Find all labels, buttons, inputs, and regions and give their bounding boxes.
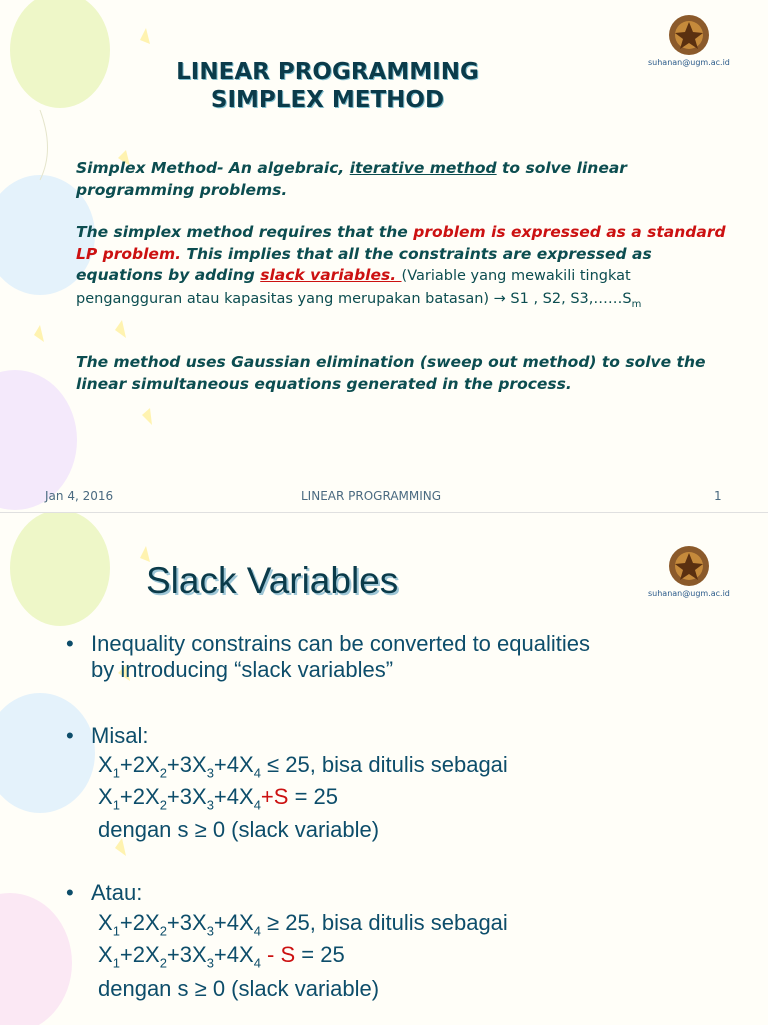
subscript: 4 (253, 923, 261, 939)
email-address: suhanan@ugm.ac.id (648, 589, 730, 598)
slide-title (130, 58, 525, 114)
term: +3X (166, 784, 207, 809)
footer-page-number: 1 (714, 489, 722, 503)
slack-condition: dengan s ≥ 0 (slack variable) (98, 976, 380, 1001)
bullet-text-line-2: by introducing “slack variables” (91, 657, 394, 682)
term: ≤ 25, bisa ditulis sebagai (260, 752, 508, 777)
slack-term: - S (260, 942, 296, 967)
equation-ge (98, 910, 508, 938)
term: X (98, 942, 113, 967)
term: = 25 (288, 784, 338, 809)
subscript: 2 (159, 955, 167, 971)
subscript: 1 (112, 765, 120, 781)
slide-title: Slack Variables (146, 560, 399, 601)
term: X (98, 784, 113, 809)
bullet-dot: • (66, 880, 74, 905)
subscript: 4 (253, 765, 261, 781)
slack-condition: dengan s ≥ 0 (slack variable) (98, 817, 380, 842)
subscript: 2 (159, 923, 167, 939)
subscript: 2 (159, 797, 167, 813)
subscript: 3 (206, 765, 214, 781)
subscript: 1 (112, 923, 120, 939)
paragraph-standard-form (76, 222, 736, 315)
subscript: 3 (206, 955, 214, 971)
email-address: suhanan@ugm.ac.id (648, 58, 730, 67)
footer-title: LINEAR PROGRAMMING (301, 489, 442, 503)
term: +2X (119, 910, 160, 935)
subscript: 4 (253, 955, 261, 971)
term: X (98, 752, 113, 777)
p2-subscript-m: m (631, 298, 642, 310)
p1-text-end: to solve linear programming problems. (76, 159, 627, 199)
term: +4X (213, 784, 254, 809)
term: +2X (119, 752, 160, 777)
equation-le (98, 752, 508, 780)
term: +3X (166, 752, 207, 777)
university-crest-icon (668, 14, 710, 56)
footer-date: Jan 4, 2016 (45, 489, 114, 503)
title-line-1: LINEAR PROGRAMMING (176, 59, 479, 85)
slack-term: +S (260, 784, 289, 809)
term: +2X (119, 784, 160, 809)
p2-text: The simplex method requires that the (76, 223, 414, 241)
p1-iterative-method: iterative method (349, 159, 497, 177)
subscript: 2 (159, 765, 167, 781)
term: +4X (213, 910, 254, 935)
term: +2X (119, 942, 160, 967)
title-line-2: SIMPLEX METHOD (210, 87, 445, 113)
term: +4X (213, 942, 254, 967)
subscript: 1 (112, 955, 120, 971)
p2-text-mid: This implies that all the constraints are expressed as equations by adding (76, 244, 652, 284)
equation-plus-slack (98, 784, 338, 812)
bullet-text: Misal: (91, 723, 149, 748)
term: = 25 (295, 942, 345, 967)
term: +3X (166, 942, 207, 967)
slide-1 (0, 0, 768, 512)
bullet-dot: • (66, 631, 74, 656)
subscript: 1 (112, 797, 120, 813)
bullet-text-line-1: Inequality constrains can be converted to equalities (91, 631, 590, 656)
paragraph-definition (76, 158, 736, 201)
term: ≥ 25, bisa ditulis sebagai (260, 910, 508, 935)
subscript: 3 (206, 797, 214, 813)
p2-note: (Variable yang mewakili tingkat pengangguran atau kapasitas yang merupakan batasan) → S1 , S2, S3,……S (76, 268, 632, 307)
term: +4X (213, 752, 254, 777)
bullet-text: Atau: (91, 880, 143, 905)
p1-text: Simplex Method- An algebraic, (76, 159, 350, 177)
paragraph-gaussian: The method uses Gaussian elimination (sweep out method) to solve the linear simultaneous equations generated in the process. (76, 353, 706, 393)
subscript: 3 (206, 923, 214, 939)
equation-minus-slack (98, 942, 345, 970)
term: X (98, 910, 113, 935)
p2-slack-variables: slack variables. (260, 266, 402, 284)
p2-standard-lp: problem is expressed as a standard LP problem. (76, 223, 726, 263)
university-crest-icon (668, 545, 710, 587)
term: +3X (166, 910, 207, 935)
subscript: 4 (253, 797, 261, 813)
bullet-dot: • (66, 723, 74, 748)
